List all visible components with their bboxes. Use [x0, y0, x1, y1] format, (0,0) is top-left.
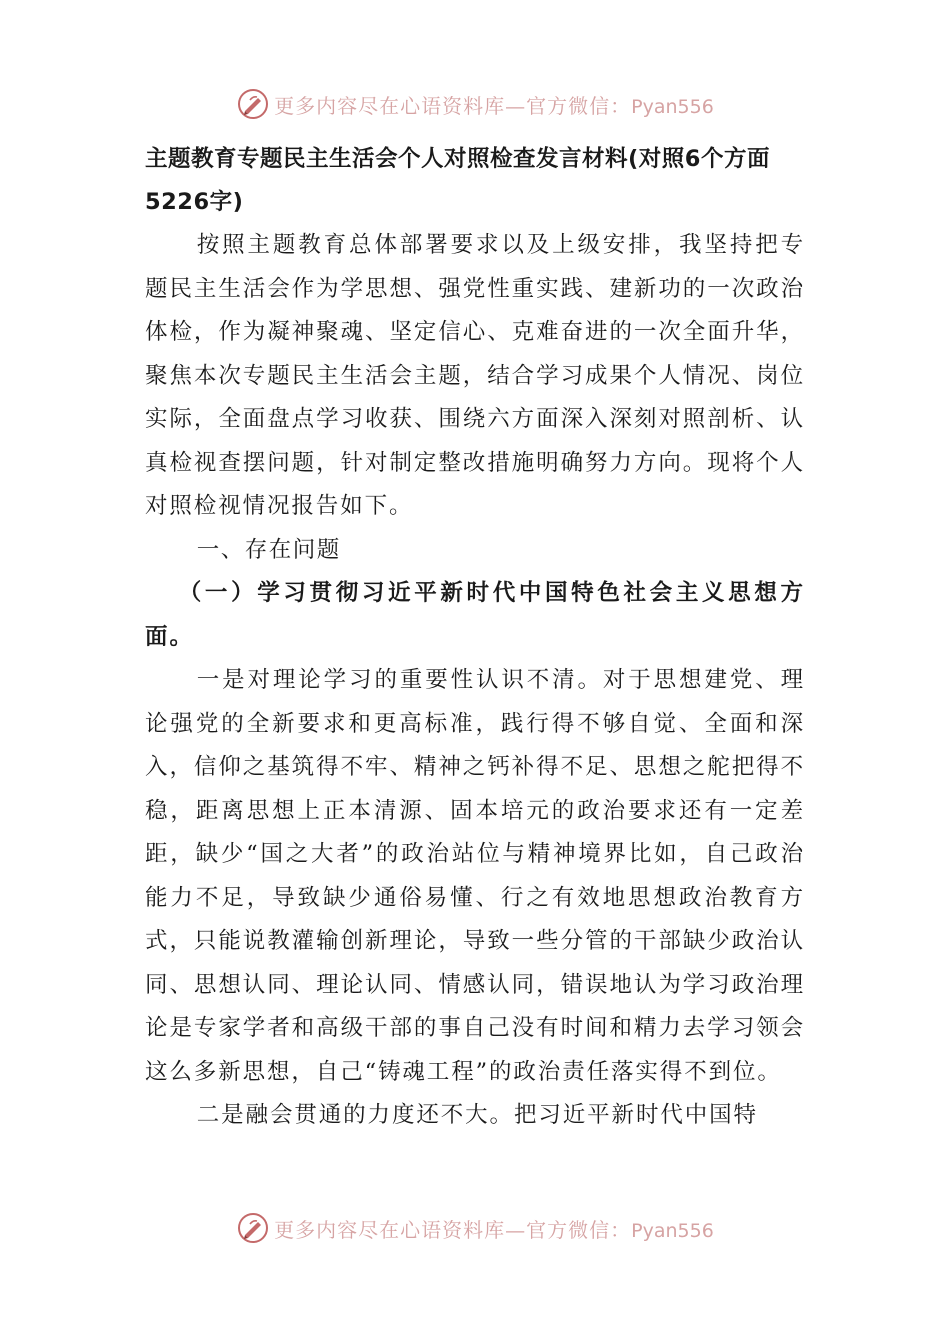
- section-heading: 一、存在问题: [196, 536, 341, 563]
- watermark-banner-bottom: [0, 1208, 950, 1248]
- pen-logo-icon: [236, 87, 270, 121]
- document-title: 主题教育专题民主生活会个人对照检查发言材料(对照6个方面5226字): [145, 146, 770, 215]
- watermark-text: 更多内容尽在心语资料库—官方微信：: [274, 93, 632, 118]
- intro-paragraph: 按照主题教育总体部署要求以及上级安排，我坚持把专题民主生活会作为学思想、强党性重实践、建新功的一次政治体检，作为凝神聚魂、坚定信心、克难奋进的一次全面升华，聚焦本次专题民主生活会主题，结合学习成果个人情况、岗位实际，全面盘点学习收获、围绕六方面深入深刻对照剖析、认真检视查摆问题，针对制定整改措施明确努力方向。现将个人对照检视情况报告如下。: [145, 232, 805, 519]
- watermark-banner-top: [0, 84, 950, 124]
- pen-logo-icon: [236, 1211, 270, 1245]
- watermark-wechat-id: Pyan556: [631, 95, 714, 118]
- paragraph-1: 一是对理论学习的重要性认识不清。对于思想建党、理论强党的全新要求和更高标准，践行得不够自觉、全面和深入，信仰之基筑得不牢、精神之钙补得不足、思想之舵把得不稳，距离思想上正本清源、固本培元的政治要求还有一定差距，缺少“国之大者”的政治站位与精神境界比如，自己政治能力不足，导致缺少通俗易懂、行之有效地思想政治教育方式，只能说教灌输创新理论，导致一些分管的干部缺少政治认同、思想认同、理论认同、情感认同，错误地认为学习政治理论是专家学者和高级干部的事自己没有时间和精力去学习领会这么多新思想，自己“铸魂工程”的政治责任落实得不到位。: [145, 667, 805, 1085]
- watermark-text: 更多内容尽在心语资料库—官方微信：: [274, 1217, 632, 1242]
- paragraph-2: 二是融会贯通的力度还不大。把习近平新时代中国特: [196, 1102, 758, 1128]
- subsection-heading: （一）学习贯彻习近平新时代中国特色社会主义思想方面。: [145, 580, 805, 650]
- watermark-wechat-id: Pyan556: [631, 1219, 714, 1242]
- document-body: [145, 138, 805, 1138]
